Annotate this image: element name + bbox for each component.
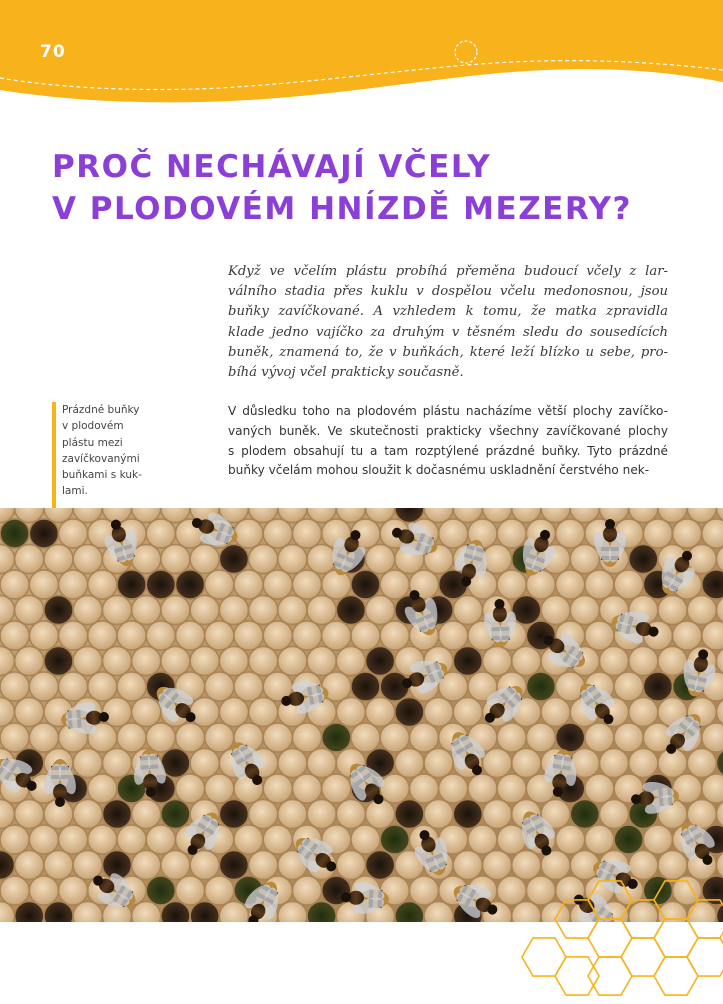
comb-cell	[556, 519, 585, 548]
caption-accent-bar	[52, 402, 56, 520]
intro-line: buňky zavíčkované. A vzhledem k tomu, že matka zpravidla	[228, 304, 668, 320]
comb-cell	[234, 570, 263, 599]
hexagon-outline	[588, 881, 632, 919]
comb-cell	[570, 799, 599, 828]
comb-cell	[205, 570, 234, 599]
comb-cell	[380, 723, 409, 752]
intro-line: bíhá vývoj včel prakticky současně.	[228, 365, 464, 381]
comb-cell	[468, 825, 497, 854]
comb-cell	[15, 901, 44, 922]
comb-cell	[15, 799, 44, 828]
comb-cell	[15, 544, 44, 573]
comb-cell	[117, 621, 146, 650]
comb-cell	[234, 519, 263, 548]
comb-cell	[380, 774, 409, 803]
comb-cell	[322, 621, 351, 650]
hexagon-outline	[621, 900, 665, 938]
comb-cell	[629, 748, 658, 777]
comb-cell	[161, 544, 190, 573]
comb-cell	[0, 621, 29, 650]
comb-cell	[29, 519, 58, 548]
comb-cell	[146, 621, 175, 650]
comb-cell	[219, 799, 248, 828]
comb-cell	[234, 825, 263, 854]
comb-cell	[395, 799, 424, 828]
comb-cell	[219, 901, 248, 922]
comb-cell	[497, 774, 526, 803]
comb-cell	[512, 748, 541, 777]
comb-cell	[234, 672, 263, 701]
comb-cell	[29, 876, 58, 905]
comb-cell	[526, 723, 555, 752]
comb-cell	[88, 774, 117, 803]
comb-cell	[629, 697, 658, 726]
comb-cell	[278, 544, 307, 573]
comb-cell	[526, 672, 555, 701]
comb-cell	[336, 697, 365, 726]
body-line: V důsledku toho na plodovém plástu nacházíme větší plochy zavíčko-	[228, 404, 668, 418]
comb-cell	[190, 748, 219, 777]
comb-cell	[190, 646, 219, 675]
comb-cell	[585, 570, 614, 599]
comb-cell	[570, 595, 599, 624]
comb-cell	[409, 723, 438, 752]
comb-cell	[117, 723, 146, 752]
comb-cell	[44, 646, 73, 675]
comb-cell	[351, 825, 380, 854]
comb-cell	[0, 672, 29, 701]
comb-cell	[336, 595, 365, 624]
comb-cell	[483, 799, 512, 828]
comb-cell	[263, 519, 292, 548]
comb-cell	[556, 825, 585, 854]
comb-cell	[292, 570, 321, 599]
comb-cell	[702, 570, 723, 599]
comb-cell	[292, 519, 321, 548]
intro-line: Když ve včelím plástu probíhá přeměna budoucí včely z lar-	[228, 264, 668, 279]
body-paragraph	[228, 402, 668, 481]
comb-cell	[453, 595, 482, 624]
comb-cell	[73, 595, 102, 624]
comb-cell	[395, 748, 424, 777]
comb-cell	[59, 621, 88, 650]
comb-cell	[263, 570, 292, 599]
comb-cell	[366, 646, 395, 675]
comb-cell	[15, 697, 44, 726]
comb-cell	[483, 646, 512, 675]
comb-cell	[366, 544, 395, 573]
comb-cell	[59, 519, 88, 548]
comb-cell	[278, 799, 307, 828]
comb-cell	[702, 519, 723, 548]
comb-cell	[629, 646, 658, 675]
comb-cell	[161, 646, 190, 675]
comb-cell	[73, 850, 102, 879]
comb-cell	[73, 901, 102, 922]
title-line: PROČ NECHÁVAJÍ VČELY	[52, 149, 492, 185]
comb-cell	[556, 723, 585, 752]
comb-cell	[439, 519, 468, 548]
comb-cell	[307, 595, 336, 624]
comb-cell	[424, 697, 453, 726]
comb-cell	[541, 595, 570, 624]
comb-cell	[132, 646, 161, 675]
comb-cell	[614, 723, 643, 752]
hexagon-outline	[654, 957, 698, 995]
comb-cell	[0, 519, 29, 548]
comb-cell	[453, 697, 482, 726]
comb-cell	[380, 825, 409, 854]
hexagon-outline	[555, 957, 599, 995]
comb-cell	[249, 850, 278, 879]
comb-cell	[380, 621, 409, 650]
comb-cell	[673, 519, 702, 548]
comb-cell	[190, 901, 219, 922]
comb-cell	[161, 901, 190, 922]
comb-cell	[29, 672, 58, 701]
comb-cell	[322, 570, 351, 599]
comb-cell	[702, 723, 723, 752]
comb-cell	[132, 595, 161, 624]
comb-cell	[146, 570, 175, 599]
comb-cell	[44, 595, 73, 624]
comb-cell	[234, 621, 263, 650]
comb-cell	[59, 570, 88, 599]
comb-cell	[366, 595, 395, 624]
comb-cell	[219, 595, 248, 624]
comb-cell	[190, 697, 219, 726]
comb-cell	[614, 825, 643, 854]
comb-cell	[205, 876, 234, 905]
comb-cell	[219, 544, 248, 573]
comb-cell	[44, 544, 73, 573]
comb-cell	[366, 697, 395, 726]
comb-cell	[0, 825, 29, 854]
intro-paragraph	[228, 262, 668, 383]
comb-cell	[146, 519, 175, 548]
comb-cell	[249, 595, 278, 624]
comb-cell	[497, 570, 526, 599]
body-line: s plodem obsahují tu a tam rozptýlené prázdné buňky. Tyto prázdné	[228, 443, 668, 458]
comb-cell	[44, 850, 73, 879]
comb-cell	[629, 544, 658, 573]
comb-cell	[292, 621, 321, 650]
comb-cell	[336, 850, 365, 879]
comb-cell	[702, 621, 723, 650]
title-line: V PLODOVÉM HNÍZDĚ MEZERY?	[52, 191, 632, 227]
hexagon-outline	[687, 900, 723, 938]
intro-line: buněk, znamená to, že v buňkách, které leží blízko u sebe, pro-	[228, 344, 668, 360]
comb-cell	[0, 876, 29, 905]
comb-cell	[0, 570, 29, 599]
comb-cell	[161, 595, 190, 624]
caption-line: lami.	[62, 485, 88, 498]
comb-cell	[395, 901, 424, 922]
comb-cell	[278, 901, 307, 922]
body-line: vaných buněk. Ve skutečnosti prakticky všechny zavíčkované plochy	[228, 423, 668, 438]
photo-caption	[62, 402, 162, 500]
comb-cell	[585, 621, 614, 650]
comb-cell	[439, 774, 468, 803]
comb-cell	[292, 723, 321, 752]
comb-cell	[351, 723, 380, 752]
comb-cell	[278, 748, 307, 777]
comb-cell	[483, 748, 512, 777]
comb-cell	[59, 672, 88, 701]
comb-cell	[497, 825, 526, 854]
comb-cell	[599, 646, 628, 675]
comb-cell	[585, 723, 614, 752]
hexagon-outline	[654, 881, 698, 919]
hexagon-outline	[687, 938, 723, 976]
comb-cell	[59, 876, 88, 905]
intro-line: klade jedno vajíčko za druhým v těsném sledu do sousedících	[228, 324, 668, 340]
comb-cell	[570, 544, 599, 573]
comb-cell	[205, 621, 234, 650]
comb-cell	[44, 901, 73, 922]
comb-cell	[687, 748, 716, 777]
comb-cell	[176, 621, 205, 650]
comb-cell	[424, 799, 453, 828]
comb-cell	[15, 595, 44, 624]
comb-cell	[453, 799, 482, 828]
comb-cell	[0, 723, 29, 752]
comb-cell	[263, 825, 292, 854]
comb-cell	[307, 748, 336, 777]
comb-cell	[102, 697, 131, 726]
comb-cell	[673, 621, 702, 650]
comb-cell	[468, 774, 497, 803]
comb-cell	[278, 595, 307, 624]
comb-cell	[336, 646, 365, 675]
comb-cell	[102, 595, 131, 624]
comb-cell	[497, 723, 526, 752]
comb-cell	[453, 646, 482, 675]
comb-cell	[351, 672, 380, 701]
comb-cell	[161, 850, 190, 879]
comb-cell	[702, 774, 723, 803]
comb-cell	[88, 621, 117, 650]
comb-cell	[322, 774, 351, 803]
comb-cell	[190, 544, 219, 573]
caption-line: buňkami s kuk-	[62, 469, 142, 482]
hexagon-outline	[588, 957, 632, 995]
comb-cell	[409, 876, 438, 905]
comb-cell	[336, 799, 365, 828]
comb-cell	[117, 672, 146, 701]
comb-cell	[176, 774, 205, 803]
comb-cell	[117, 570, 146, 599]
comb-cell	[351, 570, 380, 599]
comb-cell	[59, 825, 88, 854]
comb-cell	[541, 697, 570, 726]
comb-cell	[556, 570, 585, 599]
comb-cell	[658, 595, 687, 624]
comb-cell	[687, 595, 716, 624]
comb-cell	[29, 621, 58, 650]
comb-cell	[585, 825, 614, 854]
comb-cell	[643, 825, 672, 854]
comb-cell	[643, 672, 672, 701]
comb-cell	[263, 774, 292, 803]
comb-cell	[146, 876, 175, 905]
comb-cell	[249, 646, 278, 675]
comb-cell	[424, 748, 453, 777]
comb-cell	[205, 723, 234, 752]
comb-cell	[249, 799, 278, 828]
caption-line: zavíčkovanými	[62, 452, 140, 465]
comb-cell	[263, 621, 292, 650]
comb-cell	[102, 748, 131, 777]
comb-cell	[497, 519, 526, 548]
comb-cell	[88, 570, 117, 599]
comb-cell	[380, 570, 409, 599]
comb-cell	[366, 850, 395, 879]
comb-cell	[102, 799, 131, 828]
comb-cell	[439, 621, 468, 650]
comb-cell	[307, 901, 336, 922]
page-header-wave	[0, 0, 723, 130]
comb-cell	[190, 595, 219, 624]
comb-cell	[409, 774, 438, 803]
comb-cell	[599, 748, 628, 777]
honeycomb-bees-photo	[0, 508, 723, 922]
comb-cell	[102, 646, 131, 675]
comb-cell	[219, 850, 248, 879]
hexagon-outline	[654, 919, 698, 957]
body-line: buňky včelám mohou sloužit k dočasnému uskladnění čerstvého nek-	[228, 463, 650, 478]
hexagon-outline	[588, 919, 632, 957]
comb-cell	[132, 901, 161, 922]
hexagon-outline	[621, 938, 665, 976]
comb-cell	[29, 825, 58, 854]
comb-cell	[73, 748, 102, 777]
comb-cell	[73, 544, 102, 573]
comb-cell	[29, 723, 58, 752]
comb-cell	[205, 672, 234, 701]
comb-cell	[614, 672, 643, 701]
comb-cell	[190, 850, 219, 879]
page-number: 70	[40, 42, 66, 62]
caption-line: Prázdné buňky	[62, 404, 140, 416]
comb-cell	[146, 723, 175, 752]
comb-cell	[132, 697, 161, 726]
comb-cell	[176, 723, 205, 752]
comb-cell	[146, 825, 175, 854]
comb-cell	[263, 723, 292, 752]
comb-cell	[15, 850, 44, 879]
comb-cell	[132, 850, 161, 879]
comb-cell	[117, 825, 146, 854]
comb-cell	[599, 799, 628, 828]
comb-cell	[73, 646, 102, 675]
comb-cell	[512, 595, 541, 624]
comb-cell	[132, 799, 161, 828]
comb-cell	[292, 876, 321, 905]
comb-cell	[161, 799, 190, 828]
comb-cell	[15, 646, 44, 675]
comb-cell	[176, 876, 205, 905]
comb-cell	[88, 672, 117, 701]
comb-cell	[453, 850, 482, 879]
hexagon-decoration-icon	[490, 870, 723, 1004]
page-title	[52, 146, 692, 230]
comb-cell	[585, 774, 614, 803]
comb-cell	[307, 544, 336, 573]
comb-cell	[658, 646, 687, 675]
comb-cell	[249, 697, 278, 726]
comb-cell	[512, 646, 541, 675]
comb-cell	[424, 901, 453, 922]
comb-cell	[292, 774, 321, 803]
comb-cell	[643, 519, 672, 548]
comb-cell	[351, 621, 380, 650]
comb-cell	[395, 697, 424, 726]
comb-cell	[88, 825, 117, 854]
comb-cell	[219, 697, 248, 726]
intro-line: válního stadia přes kuklu v dospělou včelu medonosnou, jsou	[228, 284, 668, 300]
hexagon-outline	[522, 938, 566, 976]
comb-cell	[219, 646, 248, 675]
caption-line: plástu mezi	[62, 436, 123, 449]
comb-cell	[322, 723, 351, 752]
caption-line: v plodovém	[62, 420, 124, 433]
hexagon-outline	[555, 900, 599, 938]
comb-cell	[249, 544, 278, 573]
comb-cell	[176, 570, 205, 599]
comb-cell	[73, 799, 102, 828]
comb-cell	[278, 646, 307, 675]
comb-cell	[307, 799, 336, 828]
comb-cell	[483, 544, 512, 573]
comb-cell	[307, 646, 336, 675]
comb-cell	[614, 570, 643, 599]
comb-cell	[29, 570, 58, 599]
comb-cell	[205, 774, 234, 803]
